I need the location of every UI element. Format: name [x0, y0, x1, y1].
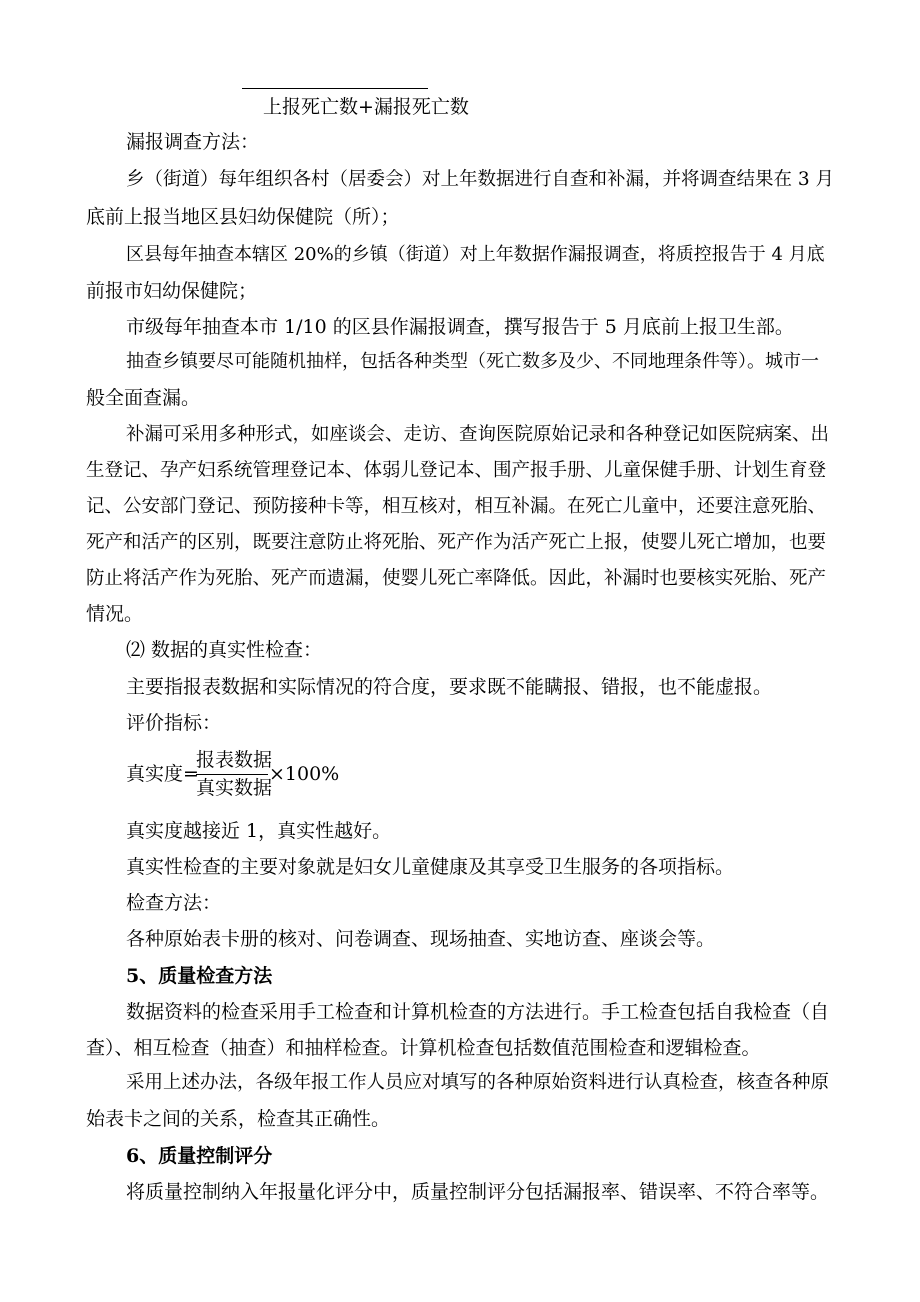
fraction-bar [242, 88, 428, 89]
section-subheading: ⑵ 数据的真实性检查： [126, 639, 323, 661]
fraction-denominator: 上报死亡数+漏报死亡数 [263, 96, 469, 118]
paragraph-line: 情况。 [86, 603, 144, 625]
accuracy-formula [126, 748, 386, 800]
paragraph-line: 数据资料的检查采用手工检查和计算机检查的方法进行。手工检查包括自我检查（自 [126, 1001, 830, 1023]
section-heading: 5、质量检查方法 [126, 965, 273, 987]
formula-fraction-bar [196, 774, 268, 775]
paragraph-line: 防止将活产作为死胎、死产而遗漏，使婴儿死亡率降低。因此，补漏时也要核实死胎、死产 [86, 568, 827, 589]
paragraph-line: 补漏可采用多种形式，如座谈会、走访、查询医院原始记录和各种登记如医院病案、出 [126, 424, 830, 445]
paragraph-line: 般全面查漏。 [86, 387, 201, 409]
formula-denominator: 真实数据 [196, 777, 273, 799]
paragraph-line: 漏报调查方法： [126, 131, 260, 153]
paragraph-line: 前报市妇幼保健院； [86, 280, 258, 302]
paragraph-line: 真实度越接近 1，真实性越好。 [126, 820, 392, 842]
paragraph-line: 市级每年抽查本市 1/10 的区县作漏报调查，撰写报告于 5 月底前上报卫生部。 [126, 316, 794, 338]
paragraph-line: 记、公安部门登记、预防接种卡等，相互核对，相互补漏。在死亡儿童中，还要注意死胎、 [86, 496, 827, 517]
paragraph-line: 查）、相互检查（抽查）和抽样检查。计算机检查包括数值范围检查和逻辑检查。 [86, 1037, 761, 1059]
paragraph-line: 真实性检查的主要对象就是妇女儿童健康及其享受卫生服务的各项指标。 [126, 856, 735, 878]
paragraph-line: 抽查乡镇要尽可能随机抽样，包括各种类型（死亡数多及少、不同地理条件等）。城市一 [126, 351, 819, 372]
formula-rhs: ×100% [269, 763, 340, 785]
formula-lhs: 真实度= [126, 763, 199, 785]
paragraph-line: 将质量控制纳入年报量化评分中，质量控制评分包括漏报率、错误率、不符合率等。 [126, 1181, 830, 1203]
paragraph-line: 区县每年抽查本辖区 20%的乡镇（街道）对上年数据作漏报调查，将质控报告于 4 月底 [126, 244, 825, 265]
paragraph-line: 评价指标： [126, 712, 222, 734]
formula-numerator: 报表数据 [196, 749, 273, 771]
paragraph-line: 死产和活产的区别，既要注意防止将死胎、死产作为活产死亡上报，使婴儿死亡增加，也要 [86, 532, 827, 553]
paragraph-line: 采用上述办法，各级年报工作人员应对填写的各种原始资料进行认真检查，核查各种原 [126, 1072, 830, 1093]
paragraph-line: 各种原始表卡册的核对、问卷调查、现场抽查、实地访查、座谈会等。 [126, 928, 716, 950]
paragraph-line: 生登记、孕产妇系统管理登记本、体弱儿登记本、围产报手册、儿童保健手册、计划生育登 [86, 460, 827, 481]
paragraph-line: 检查方法： [126, 892, 222, 914]
section-heading: 6、质量控制评分 [126, 1145, 273, 1167]
paragraph-line: 乡（街道）每年组织各村（居委会）对上年数据进行自查和补漏，并将调查结果在 3 月 [126, 169, 835, 190]
paragraph-line: 始表卡之间的关系，检查其正确性。 [86, 1108, 391, 1130]
paragraph-line: 底前上报当地区县妇幼保健院（所）； [86, 206, 400, 228]
paragraph-line: 主要指报表数据和实际情况的符合度，要求既不能瞒报、错报，也不能虚报。 [126, 676, 773, 698]
